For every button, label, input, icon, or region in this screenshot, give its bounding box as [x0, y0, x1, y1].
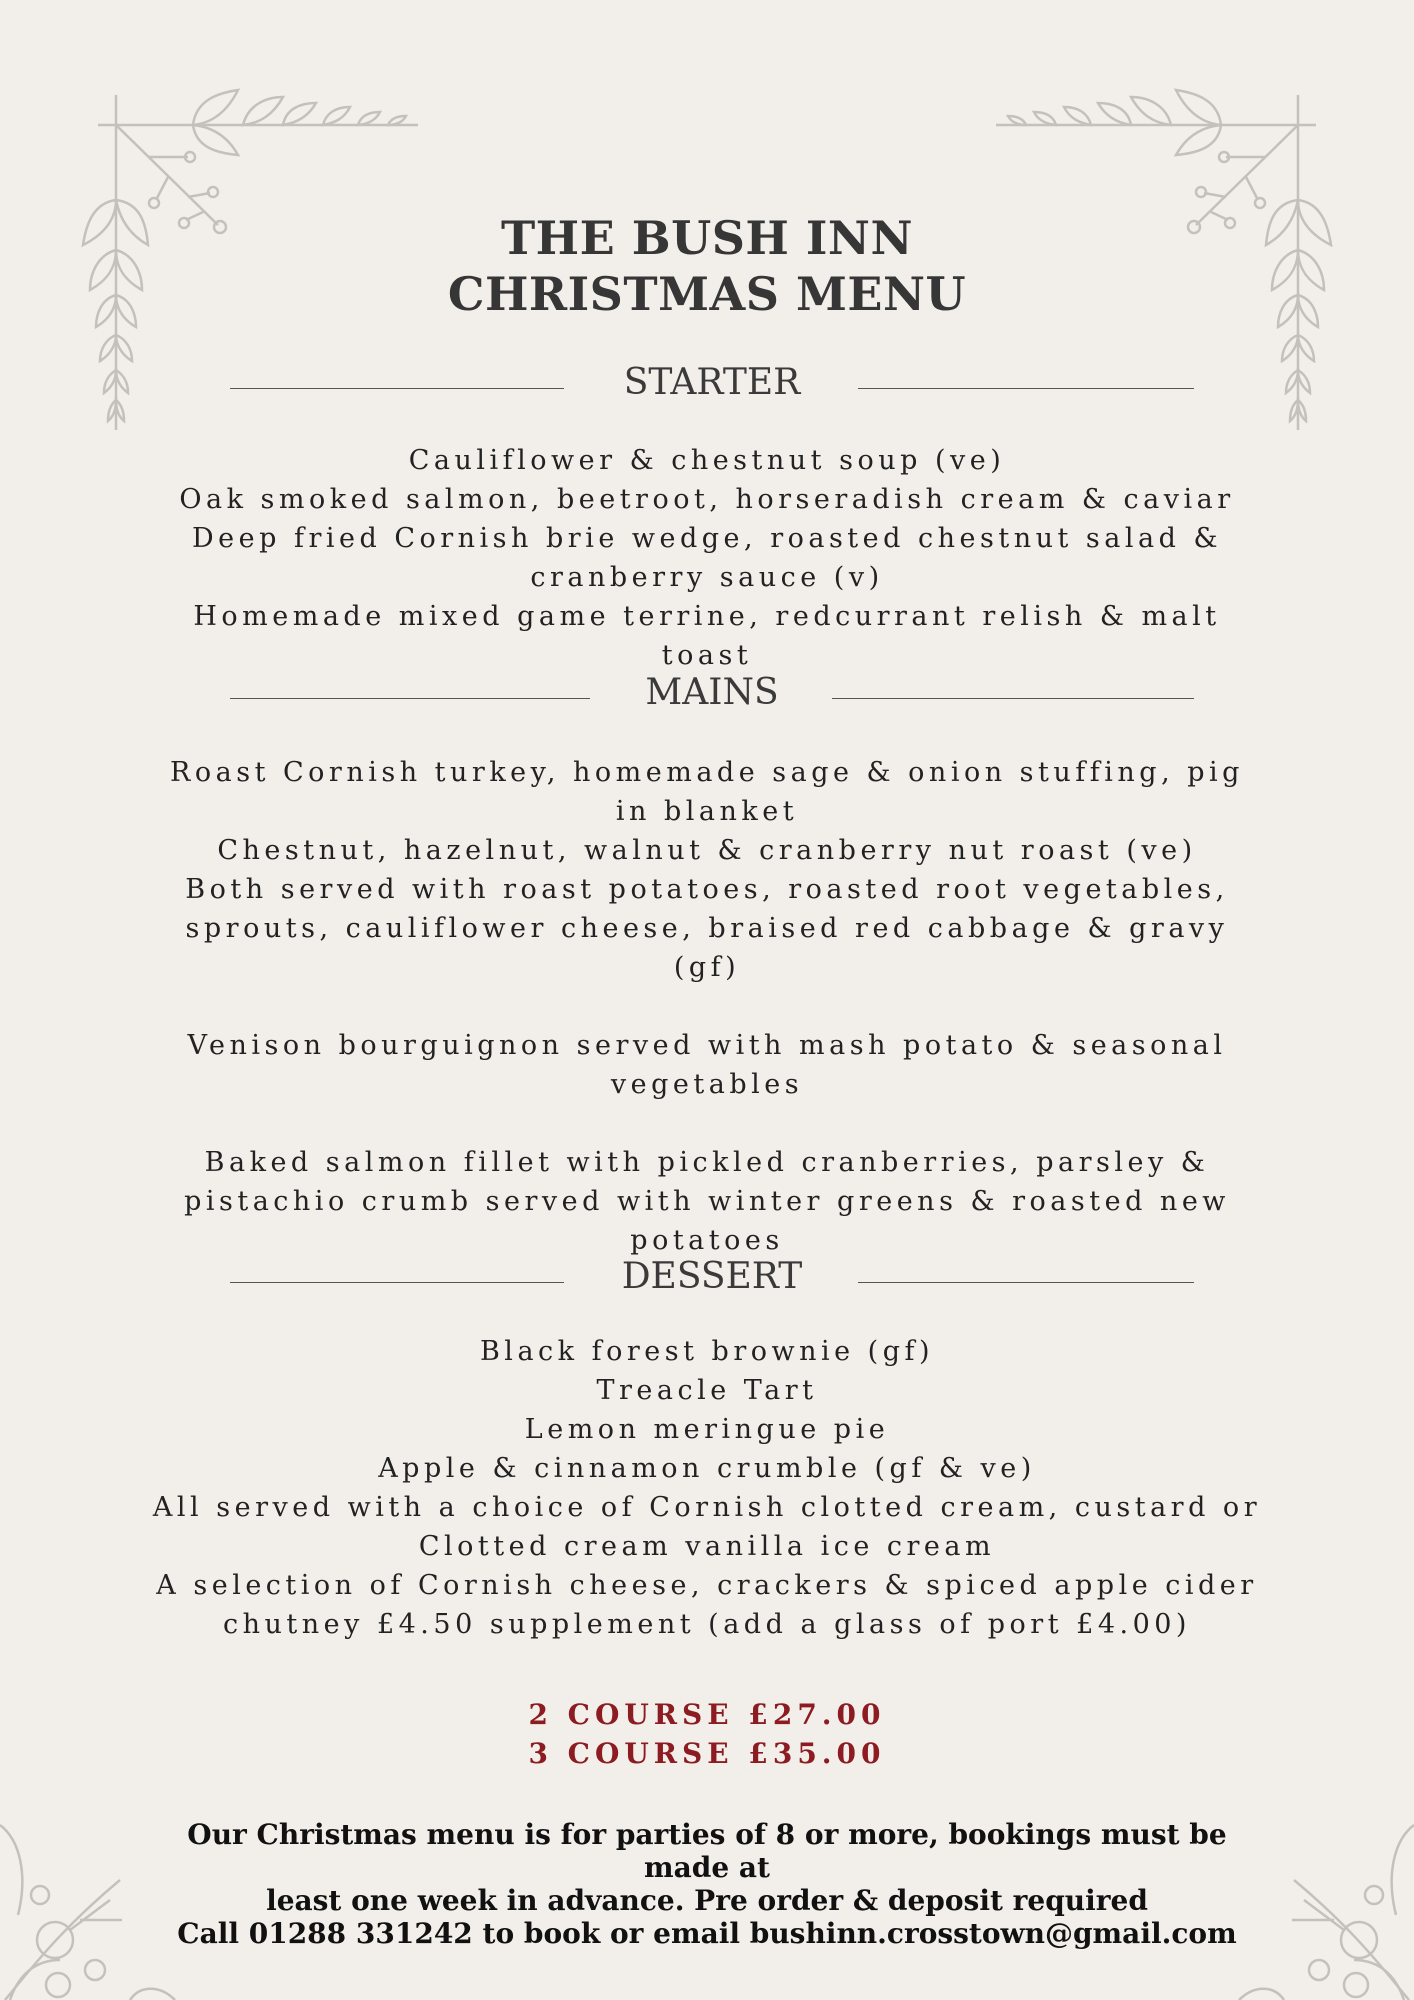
- list-item: Deep fried Cornish brie wedge, roasted chestnut salad &: [191, 523, 1222, 554]
- list-item: Venison bourguignon served with mash potato & seasonal: [187, 1030, 1227, 1061]
- list-item: Oak smoked salmon, beetroot, horseradish cream & caviar: [179, 484, 1235, 515]
- list-item: Chestnut, hazelnut, walnut & cranberry nut roast (ve): [217, 835, 1197, 866]
- list-item: All served with a choice of Cornish clotted cream, custard or: [152, 1492, 1262, 1523]
- list-item: A selection of Cornish cheese, crackers & spiced apple cider: [156, 1570, 1258, 1601]
- list-item: Clotted cream vanilla ice cream: [418, 1531, 996, 1562]
- list-item: vegetables: [610, 1069, 804, 1100]
- list-item: Both served with roast potatoes, roasted root vegetables,: [185, 874, 1229, 905]
- divider-right: [858, 1282, 1194, 1283]
- divider-right: [832, 698, 1194, 699]
- section-title-dessert: DESSERT: [621, 1256, 803, 1297]
- list-item: potatoes: [630, 1225, 784, 1256]
- list-item: Lemon meringue pie: [524, 1414, 890, 1445]
- starter-list: [150, 441, 1264, 675]
- price-three-course: 3 COURSE £35.00: [528, 1737, 886, 1770]
- list-item: Apple & cinnamon crumble (gf & ve): [378, 1453, 1036, 1484]
- booking-line-3: Call 01288 331242 to book or email bushinn.crosstown@gmail.com: [177, 1917, 1237, 1950]
- list-item: sprouts, cauliflower cheese, braised red cabbage & gravy (gf): [185, 913, 1229, 983]
- dessert-list: [150, 1332, 1264, 1644]
- list-item: pistachio crumb served with winter greens & roasted new: [184, 1186, 1230, 1217]
- pricing: [0, 1695, 1414, 1773]
- section-heading-starter: [230, 358, 1194, 408]
- list-item: Baked salmon fillet with pickled cranberries, parsley &: [204, 1147, 1210, 1178]
- booking-line-2: least one week in advance. Pre order & deposit required: [266, 1884, 1148, 1917]
- mains-list: [150, 753, 1264, 1260]
- list-item: cranberry sauce (v): [530, 562, 884, 593]
- list-item: Treacle Tart: [596, 1375, 818, 1406]
- title-line-2: CHRISTMAS MENU: [447, 267, 967, 321]
- list-item: Homemade mixed game terrine, redcurrant relish & malt toast: [193, 601, 1221, 671]
- section-heading-mains: [230, 668, 1194, 718]
- section-title-mains: MAINS: [645, 672, 779, 713]
- list-item: Cauliflower & chestnut soup (ve): [408, 445, 1006, 476]
- list-item: Black forest brownie (gf): [479, 1336, 935, 1367]
- section-title-starter: STARTER: [623, 362, 801, 403]
- divider-right: [858, 388, 1194, 389]
- list-item: Roast Cornish turkey, homemade sage & onion stuffing, pig: [170, 757, 1244, 788]
- list-item: chutney £4.50 supplement (add a glass of port £4.00): [223, 1609, 1191, 1640]
- section-heading-dessert: [230, 1252, 1194, 1302]
- menu-title: [0, 210, 1414, 322]
- booking-line-1: Our Christmas menu is for parties of 8 or more, bookings must be made at: [187, 1818, 1227, 1884]
- price-two-course: 2 COURSE £27.00: [528, 1698, 886, 1731]
- title-line-1: THE BUSH INN: [500, 211, 914, 265]
- list-item: in blanket: [615, 796, 799, 827]
- booking-info: [150, 1818, 1264, 1950]
